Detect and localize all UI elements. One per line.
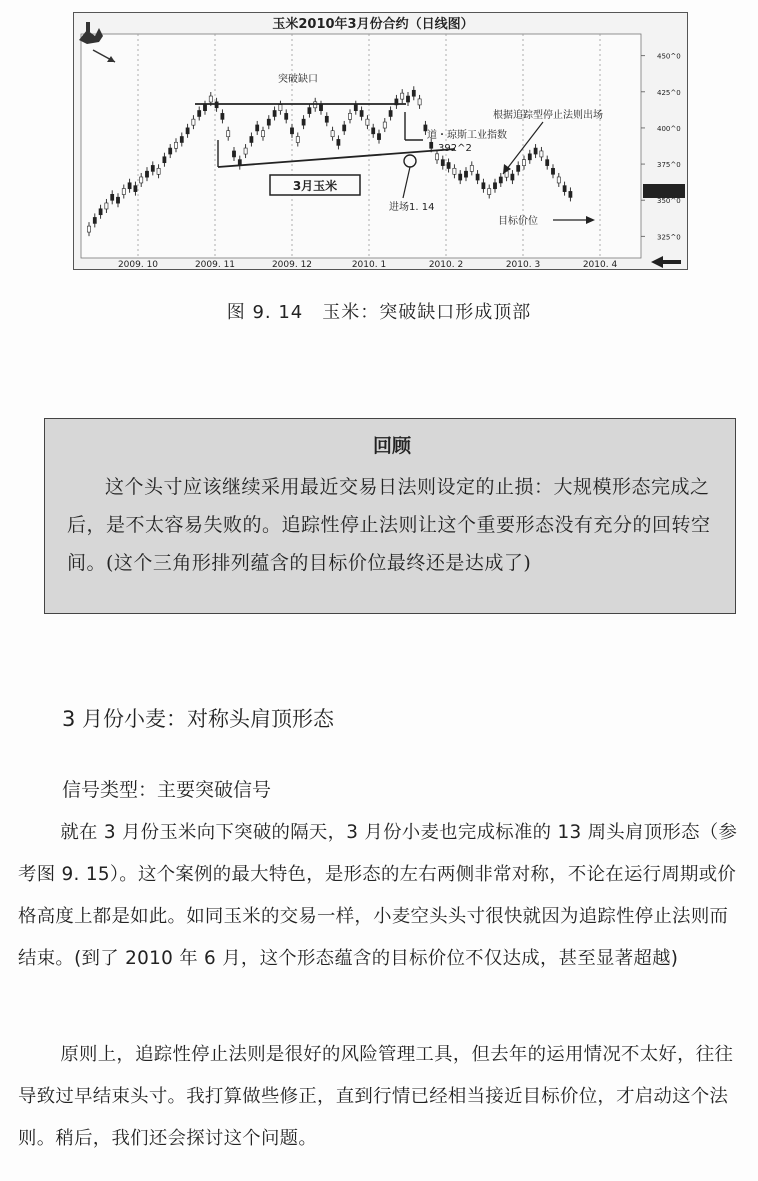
price-tag: [643, 184, 685, 198]
y-tick-label: 325^0: [657, 233, 681, 242]
plot-area: [81, 34, 641, 258]
x-tick-label: 2009. 11: [194, 260, 236, 270]
body-paragraph: 就在 3 月份玉米向下突破的隔天，3 月份小麦也完成标准的 13 周头肩顶形态（参考图 9. 15）。这个案例的最大特色，是形态的左右两侧非常对称，不论在运行周期或价格高度上都是如此。如同玉米的交易一样，小麦空头头寸很快就因为追踪性停止法则而结束。(到了 2010 年 6 月，这个形态蕴含的目标价位不仅达成，甚至显著超越): [18, 822, 738, 969]
y-tick-label: 400^0: [657, 124, 681, 133]
x-tick-label: 2010. 3: [505, 260, 541, 270]
signal-type: 信号类型：主要突破信号: [62, 779, 272, 801]
x-tick-label: 2009. 12: [271, 260, 313, 270]
x-tick-label: 2010. 2: [428, 260, 464, 270]
section-title: 3 月份小麦：对称头肩顶形态: [62, 707, 335, 731]
figure-caption: 图 9. 14 玉米：突破缺口形成顶部: [226, 302, 532, 323]
x-tick-label: 2009. 10: [117, 260, 159, 270]
body-paragraph: 原则上，追踪性停止法则是很好的风险管理工具，但去年的运用情况不太好，往往导致过早结束头寸。我打算做些修正，直到行情已经相当接近目标价位，才启动这个法则。稍后，我们还会探讨这个问题。: [18, 1044, 734, 1149]
y-tick-label: 450^0: [657, 52, 681, 61]
contract-label-box: [270, 175, 360, 195]
review-title: 回顾: [372, 435, 411, 457]
entry-label: 进场1. 14: [389, 202, 435, 213]
target-label: 目标价位: [498, 216, 538, 227]
dow-index-label: 道・琼斯工业指数: [427, 130, 507, 141]
x-tick-label: 2010. 1: [351, 260, 387, 270]
trailing-exit-label: 根据追踪型停止法则出场: [493, 110, 603, 121]
y-tick-label: 350^0: [657, 197, 681, 206]
y-tick-label: 375^0: [657, 161, 681, 170]
corn-chart: [73, 12, 688, 270]
review-body: 这个头寸应该继续采用最近交易日法则设定的止损：大规模形态完成之后，是不太容易失败的。追踪性停止法则让这个重要形态没有充分的回转空间。(这个三角形排列蕴含的目标价位最终还是达成了): [67, 476, 711, 574]
y-tick-label: 425^0: [657, 88, 681, 97]
breakaway-gap-label: 突破缺口: [278, 74, 318, 85]
chart-title: 玉米2010年3月份合约（日线图）: [272, 17, 474, 32]
contract-label: 3月玉米: [292, 179, 338, 193]
x-tick-label: 2010. 4: [582, 260, 618, 270]
chart-canvas: [73, 12, 688, 270]
price-marker-label: 392^2: [438, 143, 472, 154]
review-box: [44, 418, 736, 614]
